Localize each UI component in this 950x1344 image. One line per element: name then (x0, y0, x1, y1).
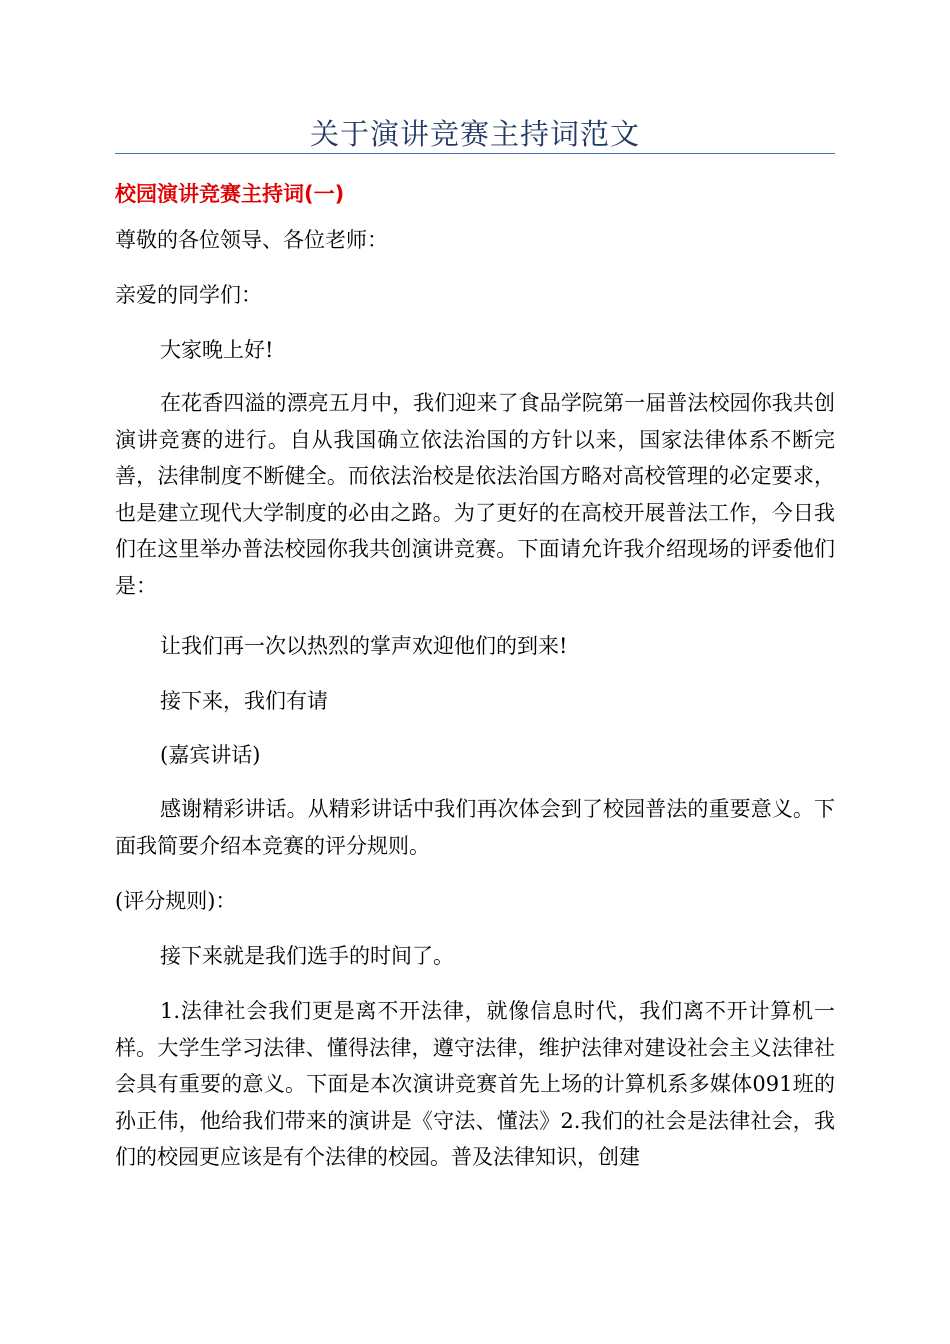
scoring-rules-note: (评分规则)： (115, 889, 237, 913)
opening-paragraph: 在花香四溢的漂亮五月中，我们迎来了食品学院第一届普法校园你我共创演讲竞赛的进行。自从我国确立依法治国的方针以来，国家法律体系不断完善，法律制度不断健全。而依法治校是依法治国方略对高校管理的必定要求，也是建立现代大学制度的必由之路。为了更好的在高校开展普法工作，今日我们在这里举办普法校园你我共创演讲竞赛。下面请允许我介绍现场的评委他们是： (115, 391, 835, 598)
contestant-paragraph: 1.法律社会我们更是离不开法律，就像信息时代，我们离不开计算机一样。大学生学习法律、懂得法律，遵守法律，维护法律对建设社会主义法律社会具有重要的意义。下面是本次演讲竞赛首先上场的计算机系多媒体091班的孙正伟，他给我们带来的演讲是《守法、懂法》2.我们的社会是法律社会，我们的校园更应该是有个法律的校园。普及法律知识，创建 (115, 999, 835, 1169)
salutation-leaders: 尊敬的各位领导、各位老师： (115, 228, 388, 252)
section-heading: 校园演讲竞赛主持词(一) (115, 182, 345, 206)
contestants-intro: 接下来就是我们选手的时间了。 (160, 944, 454, 968)
greeting-paragraph: 大家晚上好! (160, 338, 274, 362)
guest-speech-note: (嘉宾讲话) (160, 743, 261, 767)
title-underline (115, 153, 835, 154)
applause-paragraph: 让我们再一次以热烈的掌声欢迎他们的到来! (160, 634, 568, 658)
document-title: 关于演讲竞赛主持词范文 (309, 117, 640, 151)
invite-paragraph: 接下来，我们有请 (160, 689, 328, 713)
thanks-paragraph: 感谢精彩讲话。从精彩讲话中我们再次体会到了校园普法的重要意义。下面我简要介绍本竞赛的评分规则。 (115, 797, 835, 858)
salutation-students: 亲爱的同学们： (115, 283, 262, 307)
